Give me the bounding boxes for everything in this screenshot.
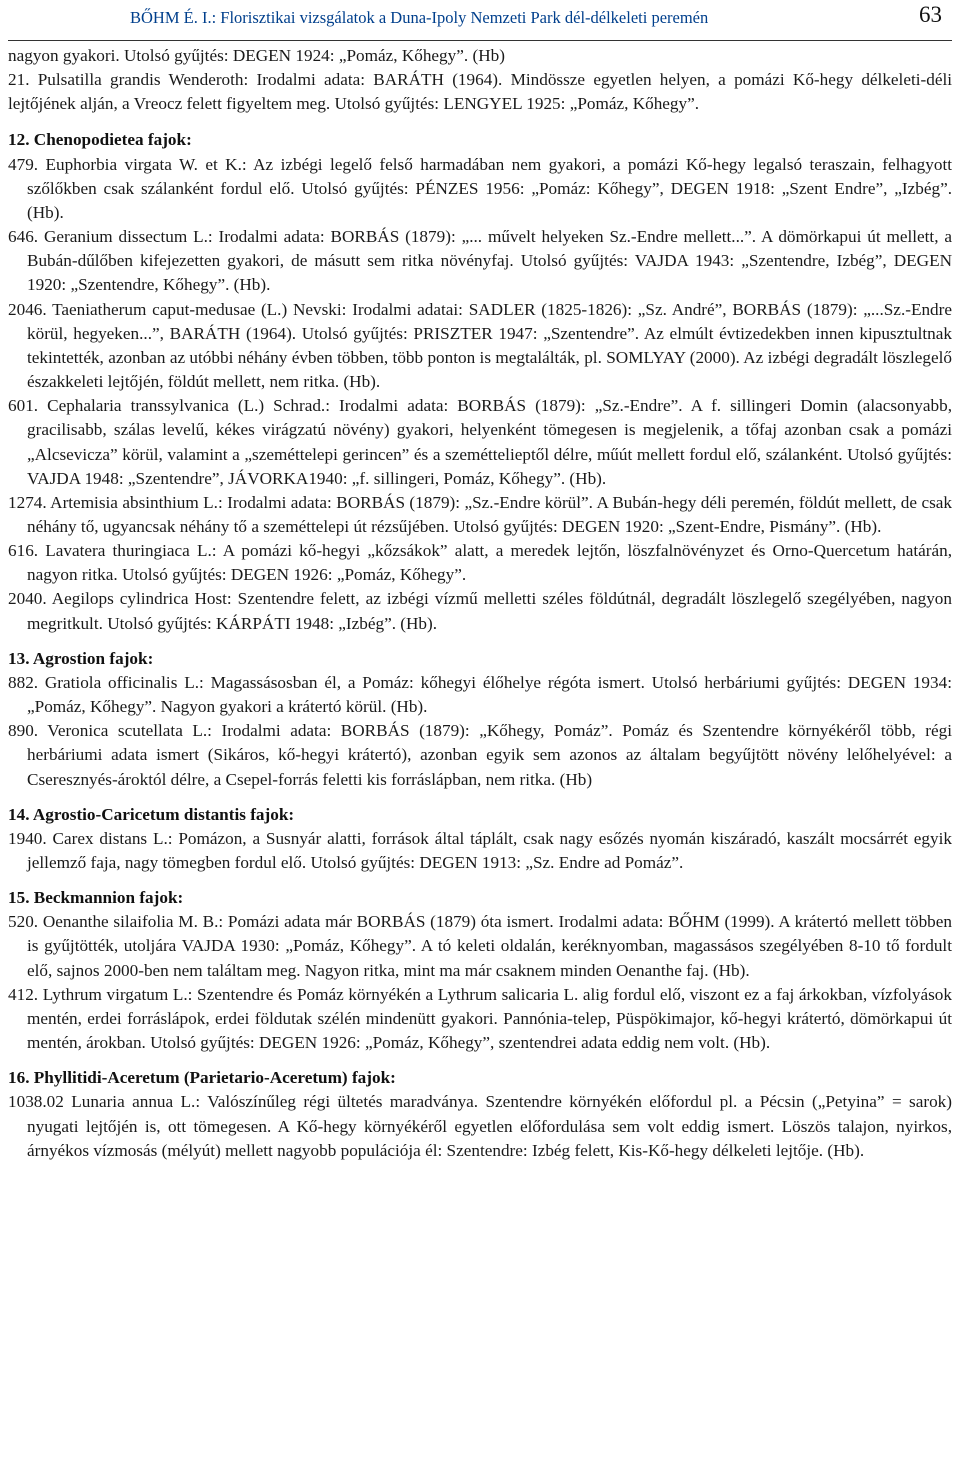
species-entry: 479. Euphorbia virgata W. et K.: Az izbégi legelő felső harmadában nem gyakori, a pomázi Kő-hegy legalsó teraszain, felhagyott szőlőkben csak szálanként fordul elő. Utolsó gyűjtés: PÉNZES 1956: „Pomáz: Kőhegy”, DEGEN 1918: „Szent Endre”, „Izbég”. (Hb).	[8, 154, 952, 222]
document-page	[8, 0, 952, 1160]
section-heading: 16. Phyllitidi-Aceretum (Parietario-Aceretum) fajok:	[8, 1068, 396, 1088]
header-title: BŐHM É. I.: Florisztikai vizsgálatok a Duna-Ipoly Nemzeti Park dél-délkeleti peremén	[130, 8, 709, 27]
section-heading: 15. Beckmannion fajok:	[8, 888, 184, 908]
section-heading: 13. Agrostion fajok:	[8, 648, 154, 668]
species-entry: 882. Gratiola officinalis L.: Magassásosban él, a Pomáz: kőhegyi élőhelye régóta ismert. Utolsó herbáriumi gyűjtés: DEGEN 1934: „Pomáz, Kőhegy”. Nagyon gyakori a krátertó körül. (Hb).	[8, 672, 952, 717]
running-header	[8, 0, 952, 41]
species-entry: 616. Lavatera thuringiaca L.: A pomázi kő-hegyi „kőzsákok” alatt, a meredek lejtőn, löszfalnövényzet és Orno-Quercetum határán, nagyon ritka. Utolsó gyűjtés: DEGEN 1926: „Pomáz, Kőhegy”.	[8, 541, 952, 585]
species-entry: 412. Lythrum virgatum L.: Szentendre és Pomáz környékén a Lythrum salicaria L. alig fordul elő, viszont ez a faj árkokban, vízfolyások mentén, erdei forráslápok, erdei földutak szélén mindenütt gyakori. Pannónia-telep, Püspökimajor, kő-hegyi krátertó, dömörkapui út mentén, árokban. Utolsó gyűjtés: DEGEN 1926: „Pomáz, Kőhegy”, szentendrei adata eddig nem volt. (Hb).	[8, 984, 952, 1053]
section-heading: 12. Chenopodietea fajok:	[8, 130, 192, 150]
species-entry: 520. Oenanthe silaifolia M. B.: Pomázi adata már BORBÁS (1879) óta ismert. Irodalmi adata: BŐHM (1999). A krátertó mellett többen is gyűjtötték, utoljára VAJDA 1930: „Pomáz, Kőhegy”. A tó keleti oldalán, keréknyomban, magassásos szegélyében 8-10 tő fordult elő, sajnos 2000-ben nem találtam meg. Nagyon ritka, mint ma már csaknem minden Oenanthe faj. (Hb).	[8, 912, 952, 980]
species-entry: 646. Geranium dissectum L.: Irodalmi adata: BORBÁS (1879): „... művelt helyeken Sz.-Endre mellett...”. A dömörkapui út mellett, a Bubán-dűlőben kifejezetten gyakori, de másutt sem ritka növényfaj. Utolsó gyűjtés: VAJDA 1943: „Szentendre, Izbég”, DEGEN 1920: „Szentendre, Kőhegy”. (Hb).	[8, 227, 952, 295]
page-number: 63	[919, 2, 942, 27]
section-heading: 14. Agrostio-Caricetum distantis fajok:	[8, 804, 295, 824]
species-entry: 2040. Aegilops cylindrica Host: Szentendre felett, az izbégi vízmű melletti széles földútnál, degradált löszlegelő szegélyében, nagyon megritkult. Utolsó gyűjtés: KÁRPÁTI 1948: „Izbég”. (Hb).	[8, 589, 952, 633]
species-entry: 1940. Carex distans L.: Pomázon, a Susnyár alatti, források által táplált, csak nagy esőzés nyomán kiszáradó, kaszált mocsárrét egyik jellemző faja, nagy tömegben fordul elő. Utolsó gyűjtés: DEGEN 1913: „Sz. Endre ad Pomáz”.	[8, 828, 952, 872]
species-entry: 1038.02 Lunaria annua L.: Valószínűleg régi ültetés maradványa. Szentendre környékén előfordul pl. a Pécsin („Petyina” = sarok) nyugati lejtőjén is, ott tömegesen. A Kő-hegy környékéről egyetlen előfordulása sem volt eddig ismert. Löszös talajon, nyirkos, árnyékos vízmosás (mélyút) mellett nagyobb populációja él: Szentendre: Izbég felett, Kis-Kő-hegy délkeleti lejtője. (Hb).	[8, 1092, 952, 1160]
species-entry: 601. Cephalaria transsylvanica (L.) Schrad.: Irodalmi adata: BORBÁS (1879): „Sz.-Endre”. A f. sillingeri Domin (alacsonyabb, gracilisabb, szálas levelű, kékes virágzatú növény) gyakori, helyenként tömegesen is megjelenik, a tőfaj azonban csak a pomázi „Alcsevicza” körül, valamint a „szeméttelepi gerincen” és a szeméttelieptől délre, műút mellett fordul elő, szálanként. Utolsó gyűjtés: VAJDA 1948: „Szentendre”, JÁVORKA1940: „f. sillingeri, Pomáz, Kőhegy”. (Hb).	[8, 396, 952, 488]
paragraph: nagyon gyakori. Utolsó gyűjtés: DEGEN 1924: „Pomáz, Kőhegy”. (Hb)	[8, 46, 505, 65]
species-entry: 1274. Artemisia absinthium L.: Irodalmi adata: BORBÁS (1879): „Sz.-Endre körül”. A Bubán-hegy déli peremén, földút mellett, de csak néhány tő, ugyancsak néhány tő a szeméttelepi út rézsűjében. Utolsó gyűjtés: DEGEN 1920: „Szent-Endre, Pismány”. (Hb).	[8, 492, 952, 536]
species-entry: 2046. Taeniatherum caput-medusae (L.) Nevski: Irodalmi adatai: SADLER (1825-1826): „Sz. André”, BORBÁS (1879): „...Sz.-Endre körül, hegyeken...”, BARÁTH (1964). Utolsó gyűjtés: PRISZTER 1947: „Szentendre”. Az elmúlt évtizedekben innen kipusztultnak tekintették, azonban az utóbbi néhány évben többen, több ponton is megtalálták, pl. SOMLYAY (2000). Az izbégi degradált löszlegelő északkeleti lejtőjén, földút mellett, nem ritka. (Hb).	[8, 299, 952, 392]
document-body	[8, 44, 952, 1163]
paragraph: 21. Pulsatilla grandis Wenderoth: Irodalmi adata: BARÁTH (1964). Mindössze egyetlen helyen, a pomázi Kő-hegy délkeleti-déli lejtőjének alján, a Vreocz felett figyeltem meg. Utolsó gyűjtés: LENGYEL 1925: „Pomáz, Kőhegy”.	[8, 70, 952, 114]
species-entry: 890. Veronica scutellata L.: Irodalmi adata: BORBÁS (1879): „Kőhegy, Pomáz”. Pomáz és Szentendre környékéről több, régi herbáriumi adata ismert (Sikáros, kő-hegyi krátertó), azonban egyik sem azonos az általam begyűjtött növény lelőhelyével: a Cseresznyés-ároktól délre, a Csepel-forrás feletti kis forráslápban, nem ritka. (Hb)	[8, 721, 952, 789]
